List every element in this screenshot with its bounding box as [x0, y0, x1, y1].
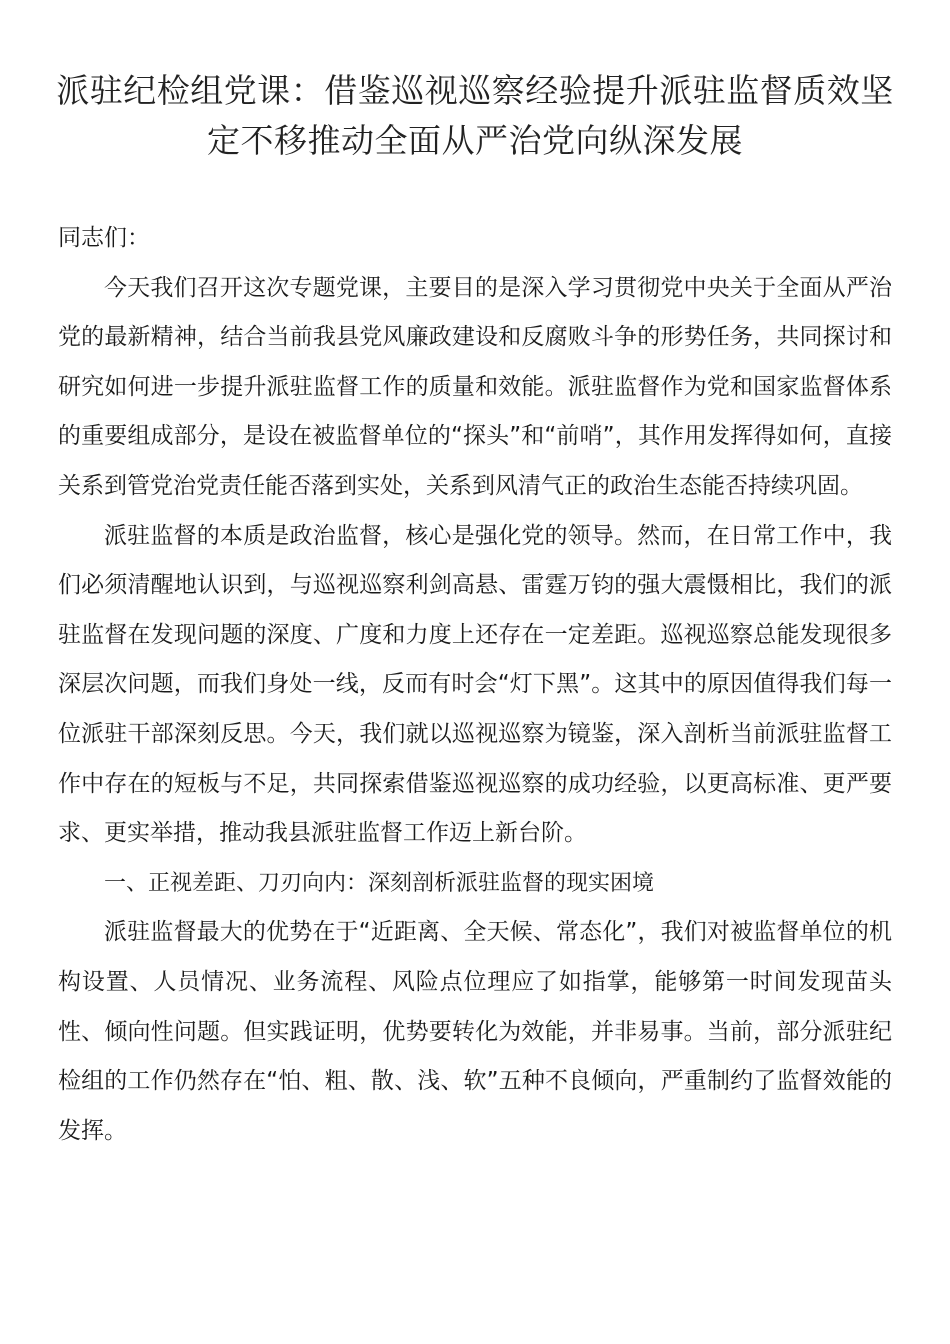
paragraph-intro: 今天我们召开这次专题党课，主要目的是深入学习贯彻党中央关于全面从严治党的最新精神，结合当前我县党风廉政建设和反腐败斗争的形势任务，共同探讨和研究如何进一步提升派驻监督工作的质量和效能。派驻监督作为党和国家监督体系的重要组成部分，是设在被监督单位的“探头”和“前哨”，其作用发挥得如何，直接关系到管党治党责任能否落到实处，关系到风清气正的政治生态能否持续巩固。: [58, 274, 892, 499]
salutation: 同志们：: [58, 225, 150, 251]
document-title: 派驻纪检组党课：借鉴巡视巡察经验提升派驻监督质效坚定不移推动全面从严治党向纵深发展: [56, 71, 894, 160]
paragraph-section-1: 派驻监督最大的优势在于“近距离、全天候、常态化”，我们对被监督单位的机构设置、人员情况、业务流程、风险点位理应了如指掌，能够第一时间发现苗头性、倾向性问题。但实践证明，优势要转化为效能，并非易事。当前，部分派驻纪检组的工作仍然存在“怕、粗、散、浅、软”五种不良倾向，严重制约了监督效能的发挥。: [58, 919, 892, 1144]
section-heading-1: 一、正视差距、刀刃向内：深刻剖析派驻监督的现实困境: [104, 870, 655, 896]
paragraph-essence: 派驻监督的本质是政治监督，核心是强化党的领导。然而，在日常工作中，我们必须清醒地认识到，与巡视巡察利剑高悬、雷霆万钧的强大震慑相比，我们的派驻监督在发现问题的深度、广度和力度上还存在一定差距。巡视巡察总能发现很多深层次问题，而我们身处一线，反而有时会“灯下黑”。这其中的原因值得我们每一位派驻干部深刻反思。今天，我们就以巡视巡察为镜鉴，深入剖析当前派驻监督工作中存在的短板与不足，共同探索借鉴巡视巡察的成功经验，以更高标准、更严要求、更实举措，推动我县派驻监督工作迈上新台阶。: [58, 522, 892, 847]
document-body: [58, 214, 892, 1156]
